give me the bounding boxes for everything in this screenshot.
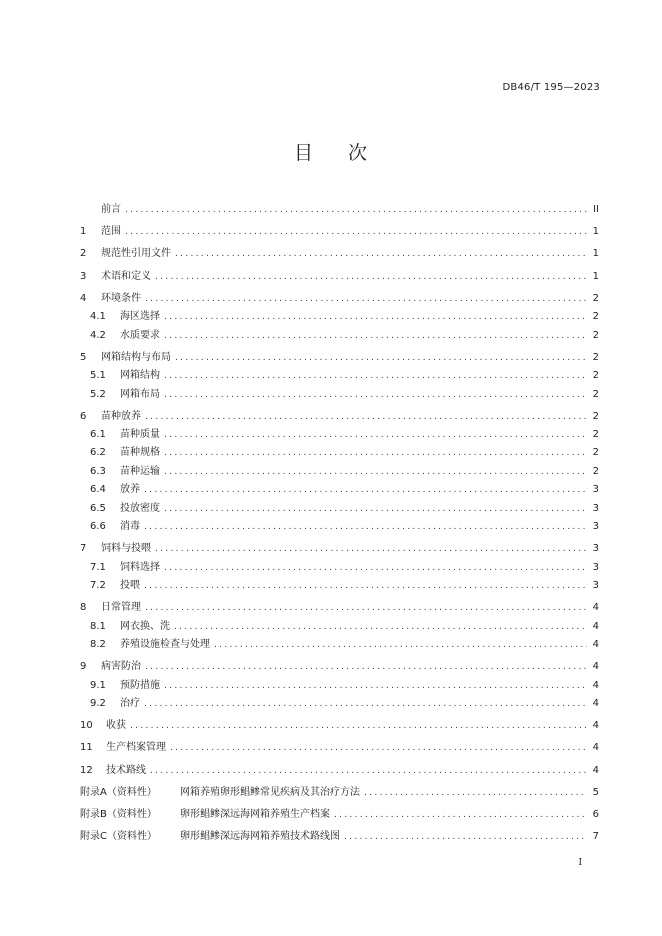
toc-entry-number: 6.3 bbox=[90, 465, 106, 477]
title-char-1: 目 bbox=[293, 142, 314, 164]
toc-subsection-entry[interactable] bbox=[80, 635, 599, 653]
title-char-2: 次 bbox=[348, 142, 369, 164]
toc-entry-page: 3 bbox=[592, 484, 599, 496]
toc-entry-page: 4 bbox=[592, 620, 599, 632]
toc-dot-leader bbox=[164, 371, 587, 381]
toc-section-entry[interactable] bbox=[80, 598, 599, 616]
toc-entry-label: 网箱结构 bbox=[120, 370, 160, 382]
toc-entry-label: 收获 bbox=[106, 720, 126, 732]
toc-entry-label: 海区选择 bbox=[120, 311, 160, 323]
toc-entry-number: 5.1 bbox=[90, 370, 106, 382]
toc-section-entry[interactable] bbox=[80, 244, 599, 262]
toc-entry-page: 2 bbox=[592, 292, 599, 304]
toc-entry-number: 4.1 bbox=[90, 311, 106, 323]
toc-subsection-entry[interactable] bbox=[80, 366, 599, 384]
toc-subsection-entry[interactable] bbox=[80, 307, 599, 325]
toc-dot-leader bbox=[164, 448, 587, 458]
toc-dot-leader bbox=[144, 699, 587, 709]
toc-entry-number: 6 bbox=[80, 410, 87, 422]
toc-entry-label: 苗种运输 bbox=[120, 465, 160, 477]
toc-entry-label: 日常管理 bbox=[101, 602, 141, 614]
toc-entry-page: 4 bbox=[592, 638, 599, 650]
toc-dot-leader bbox=[144, 522, 587, 532]
toc-entry-number: 9 bbox=[80, 661, 87, 673]
toc-entry-number: 6.5 bbox=[90, 502, 106, 514]
toc-dot-leader bbox=[334, 810, 587, 820]
document-code: DB46/T 195—2023 bbox=[502, 82, 600, 93]
toc-entry-label: 生产档案管理 bbox=[106, 742, 166, 754]
toc-section-entry[interactable] bbox=[80, 222, 599, 240]
toc-subsection-entry[interactable] bbox=[80, 326, 599, 344]
toc-entry-label: 规范性引用文件 bbox=[101, 248, 171, 260]
toc-subsection-entry[interactable] bbox=[80, 480, 599, 498]
toc-entry-label: 前言 bbox=[101, 204, 121, 215]
toc-dot-leader bbox=[164, 504, 587, 514]
toc-section-entry[interactable] bbox=[80, 267, 599, 285]
footer-page-number: I bbox=[578, 858, 582, 868]
toc-section-entry[interactable] bbox=[80, 716, 599, 734]
toc-entry-page: 2 bbox=[592, 370, 599, 382]
toc-dot-leader bbox=[174, 622, 587, 632]
toc-entry-label: 病害防治 bbox=[101, 661, 141, 673]
toc-entry-label: 饲料与投喂 bbox=[101, 543, 151, 555]
toc-entry-page: 2 bbox=[592, 447, 599, 459]
toc-entry-page: 4 bbox=[592, 602, 599, 614]
toc-dot-leader bbox=[164, 312, 587, 322]
toc-dot-leader bbox=[175, 249, 587, 259]
toc-entry-label: 投喂 bbox=[120, 580, 140, 591]
toc-entry-page: 2 bbox=[592, 329, 599, 341]
toc-entry-page: 5 bbox=[592, 786, 599, 798]
toc-entry-number: 8.1 bbox=[90, 620, 106, 632]
toc-entry-page: 2 bbox=[592, 351, 599, 363]
toc-entry-number: 2 bbox=[80, 248, 87, 260]
toc-entry-number: 1 bbox=[80, 226, 87, 238]
toc-subsection-entry[interactable] bbox=[80, 425, 599, 443]
toc-entry-number: 6.2 bbox=[90, 447, 106, 459]
toc-dot-leader bbox=[145, 294, 587, 304]
toc-entry-number: 7.1 bbox=[90, 561, 106, 573]
toc-appendix-entry[interactable] bbox=[80, 805, 599, 823]
toc-entry-number: 8.2 bbox=[90, 638, 106, 650]
toc-entry-label: 网衣换、洗 bbox=[120, 620, 170, 632]
toc-entry-label: 卵形鲳鲹深远海网箱养殖生产档案 bbox=[180, 808, 330, 820]
toc-dot-leader bbox=[144, 485, 587, 495]
toc-subsection-entry[interactable] bbox=[80, 694, 599, 712]
toc-entry-page: 1 bbox=[592, 226, 599, 238]
toc-section-entry[interactable] bbox=[80, 348, 599, 366]
toc-dot-leader bbox=[125, 205, 587, 215]
toc-entry-number: 附录A（资料性） bbox=[80, 786, 157, 798]
toc-dot-leader bbox=[150, 766, 587, 776]
toc-dot-leader bbox=[164, 681, 587, 691]
toc-entry-label: 苗种放养 bbox=[101, 410, 141, 422]
toc-dot-leader bbox=[164, 467, 587, 477]
toc-entry-number: 5.2 bbox=[90, 388, 106, 400]
toc-entry-label: 苗种规格 bbox=[120, 447, 160, 459]
toc-dot-leader bbox=[170, 743, 587, 753]
toc-subsection-entry[interactable] bbox=[80, 517, 599, 535]
toc-entry-label: 治疗 bbox=[120, 697, 140, 709]
toc-entry-number: 6.1 bbox=[90, 429, 106, 441]
toc-entry-label: 环境条件 bbox=[101, 292, 141, 304]
toc-dot-leader bbox=[214, 640, 587, 650]
toc-entry-label: 苗种质量 bbox=[120, 429, 160, 441]
toc-entry-number: 7.2 bbox=[90, 580, 106, 591]
toc-entry-label: 消毒 bbox=[120, 521, 140, 533]
toc-entry-page: 2 bbox=[592, 311, 599, 323]
toc-section-entry[interactable] bbox=[80, 200, 599, 218]
page-title bbox=[0, 138, 662, 165]
toc-dot-leader bbox=[164, 390, 587, 400]
toc-entry-label: 网箱养殖卵形鲳鲹常见疾病及其治疗方法 bbox=[180, 786, 360, 798]
toc-subsection-entry[interactable] bbox=[80, 676, 599, 694]
toc-entry-number: 12 bbox=[80, 764, 93, 776]
toc-entry-label: 术语和定义 bbox=[101, 270, 151, 282]
toc-subsection-entry[interactable] bbox=[80, 576, 599, 594]
toc-dot-leader bbox=[164, 331, 587, 341]
toc-entry-number: 5 bbox=[80, 351, 87, 363]
toc-entry-page: 2 bbox=[592, 410, 599, 422]
toc-entry-page: 1 bbox=[592, 270, 599, 282]
toc-entry-label: 网箱结构与布局 bbox=[101, 351, 171, 363]
toc-entry-number: 7 bbox=[80, 543, 87, 555]
toc-entry-label: 水质要求 bbox=[120, 329, 160, 341]
toc-entry-number: 4.2 bbox=[90, 329, 106, 341]
toc-section-entry[interactable] bbox=[80, 657, 599, 675]
toc-subsection-entry[interactable] bbox=[80, 443, 599, 461]
toc-entry-label: 预防措施 bbox=[120, 679, 160, 691]
toc-subsection-entry[interactable] bbox=[80, 385, 599, 403]
toc-entry-page: 4 bbox=[592, 661, 599, 673]
toc-entry-number: 8 bbox=[80, 602, 87, 614]
toc-section-entry[interactable] bbox=[80, 407, 599, 425]
toc-entry-label: 范围 bbox=[101, 226, 121, 238]
toc-entry-label: 网箱布局 bbox=[120, 388, 160, 400]
toc-entry-label: 技术路线 bbox=[106, 764, 146, 776]
toc-entry-page: 4 bbox=[592, 764, 599, 776]
toc-entry-number: 附录B（资料性） bbox=[80, 808, 157, 820]
toc-subsection-entry[interactable] bbox=[80, 617, 599, 635]
toc-entry-number: 附录C（资料性） bbox=[80, 831, 157, 843]
toc-dot-leader bbox=[130, 721, 587, 731]
toc-dot-leader bbox=[144, 581, 587, 591]
toc-entry-number: 3 bbox=[80, 270, 87, 282]
toc-entry-page: 4 bbox=[592, 742, 599, 754]
toc-entry-page: 2 bbox=[592, 429, 599, 441]
toc-entry-page: 1 bbox=[592, 248, 599, 260]
toc-dot-leader bbox=[344, 832, 587, 842]
toc-dot-leader bbox=[164, 563, 587, 573]
toc-entry-number: 10 bbox=[80, 720, 93, 732]
toc-entry-number: 4 bbox=[80, 292, 87, 304]
toc-entry-number: 9.1 bbox=[90, 679, 106, 691]
toc-entry-number: 9.2 bbox=[90, 697, 106, 709]
toc-dot-leader bbox=[145, 412, 587, 422]
toc-dot-leader bbox=[155, 544, 587, 554]
toc-entry-label: 养殖设施检查与处理 bbox=[120, 638, 210, 650]
toc-subsection-entry[interactable] bbox=[80, 558, 599, 576]
toc-subsection-entry[interactable] bbox=[80, 499, 599, 517]
table-of-contents bbox=[80, 200, 599, 845]
toc-entry-number: 11 bbox=[80, 742, 93, 754]
toc-appendix-entry[interactable] bbox=[80, 827, 599, 845]
toc-entry-page: 4 bbox=[592, 720, 599, 732]
toc-dot-leader bbox=[175, 353, 587, 363]
toc-entry-page: II bbox=[593, 204, 599, 215]
toc-dot-leader bbox=[125, 227, 587, 237]
toc-dot-leader bbox=[145, 603, 587, 613]
toc-section-entry[interactable] bbox=[80, 738, 599, 756]
toc-entry-page: 3 bbox=[592, 543, 599, 555]
toc-entry-label: 卵形鲳鲹深远海网箱养殖技术路线图 bbox=[180, 831, 340, 843]
toc-subsection-entry[interactable] bbox=[80, 462, 599, 480]
toc-entry-number: 6.6 bbox=[90, 521, 106, 533]
toc-entry-page: 3 bbox=[592, 580, 599, 591]
toc-entry-page: 3 bbox=[592, 561, 599, 573]
toc-entry-page: 4 bbox=[592, 697, 599, 709]
toc-section-entry[interactable] bbox=[80, 761, 599, 779]
toc-entry-number: 6.4 bbox=[90, 484, 106, 496]
toc-entry-label: 饲料选择 bbox=[120, 561, 160, 573]
toc-appendix-entry[interactable] bbox=[80, 783, 599, 801]
toc-entry-page: 2 bbox=[592, 388, 599, 400]
toc-dot-leader bbox=[155, 272, 587, 282]
toc-dot-leader bbox=[364, 788, 587, 798]
toc-entry-label: 投放密度 bbox=[120, 502, 160, 514]
toc-dot-leader bbox=[145, 662, 587, 672]
toc-entry-page: 2 bbox=[592, 465, 599, 477]
toc-entry-page: 3 bbox=[592, 521, 599, 533]
toc-entry-page: 4 bbox=[592, 679, 599, 691]
toc-section-entry[interactable] bbox=[80, 289, 599, 307]
toc-entry-page: 7 bbox=[592, 831, 599, 843]
toc-entry-label: 放养 bbox=[120, 484, 140, 496]
toc-section-entry[interactable] bbox=[80, 539, 599, 557]
toc-dot-leader bbox=[164, 430, 587, 440]
toc-entry-page: 6 bbox=[592, 808, 599, 820]
toc-entry-page: 3 bbox=[592, 502, 599, 514]
